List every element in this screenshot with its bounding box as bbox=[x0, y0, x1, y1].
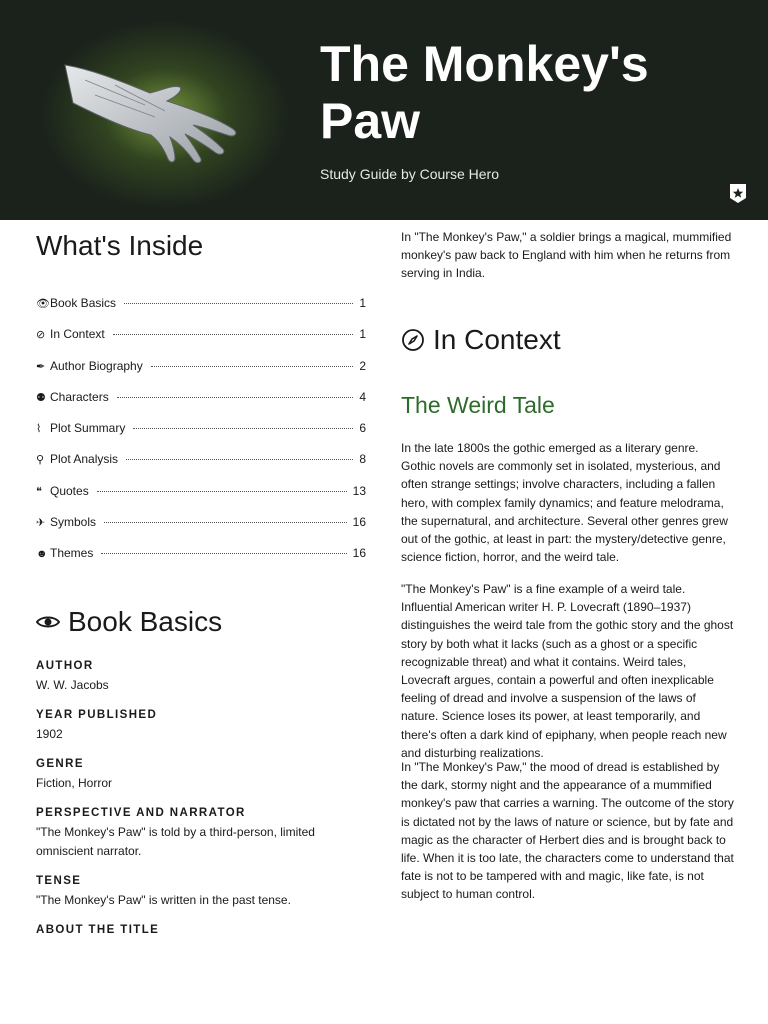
toc-item-label: Plot Summary bbox=[50, 421, 126, 436]
toc-page-number: 2 bbox=[359, 358, 366, 373]
toc-item-themes[interactable] bbox=[36, 546, 366, 577]
book-basics-heading bbox=[36, 606, 222, 638]
tense-label: TENSE bbox=[36, 875, 82, 887]
table-of-contents bbox=[36, 296, 366, 578]
intro-paragraph: In "The Monkey's Paw," a soldier brings a magical, mummified monkey's paw back to England with him when he returns from serving in India. bbox=[401, 230, 732, 281]
toc-page-number: 1 bbox=[359, 327, 366, 342]
author-value: W. W. Jacobs bbox=[36, 678, 109, 692]
toc-item-label: Book Basics bbox=[50, 296, 117, 310]
toc-page-number: 4 bbox=[359, 389, 366, 404]
tense-value: "The Monkey's Paw" is written in the past tense. bbox=[36, 893, 291, 907]
toc-page-number: 6 bbox=[359, 421, 366, 436]
weird-tale-heading: The Weird Tale bbox=[401, 392, 555, 418]
genre-label: GENRE bbox=[36, 758, 84, 770]
dove-icon: ✈ bbox=[36, 517, 46, 530]
cover-header bbox=[0, 0, 768, 220]
context-paragraph: "The Monkey's Paw" is a fine example of a weird tale. Influential American writer H. P. Lovecraft (1890–1937) distinguishes the weird tale from the gothic story and the ghost story by both what it lacks (such as a ghost or a specific recognizable threat) and what it contains. Weird tales, Lovecraft argues, contain a powerful and often inexplicable feeling of dread and involve a suspension of the laws of nature. Science loses its power, at least temporarily, and there's often a dark kind of epiphany, when people reach new and disturbing realizations. bbox=[401, 582, 734, 760]
toc-item-quotes[interactable] bbox=[36, 484, 366, 515]
chart-icon: ⌇ bbox=[36, 423, 42, 436]
author-label: AUTHOR bbox=[36, 660, 94, 672]
perspective-narrator-label: PERSPECTIVE AND NARRATOR bbox=[36, 807, 246, 819]
study-guide-subtitle: Study Guide by Course Hero bbox=[320, 166, 499, 182]
book-basics-list bbox=[36, 660, 366, 940]
toc-leader bbox=[151, 366, 354, 367]
toc-item-label: In Context bbox=[50, 327, 105, 342]
toc-leader bbox=[124, 303, 353, 304]
course-hero-logo-icon bbox=[727, 182, 749, 204]
toc-leader bbox=[133, 428, 353, 429]
toc-leader bbox=[104, 522, 347, 523]
toc-item-label: Symbols bbox=[50, 515, 97, 530]
toc-leader bbox=[101, 553, 346, 554]
masks-icon: ☻ bbox=[36, 548, 48, 561]
about-title-label: ABOUT THE TITLE bbox=[36, 924, 160, 936]
context-paragraph: In the late 1800s the gothic emerged as a literary genre. Gothic novels are commonly set in isolated, mysterious, and often strange settings; involve characters, including a fallen hero, with complex family dynamics; and feature melodrama, the supernatural, and architecture. Several other genres grew out of the gothic, at least in part: the mystery/detective genre, science fiction, horror, and the weird tale. bbox=[401, 441, 728, 565]
genre-value: Fiction, Horror bbox=[36, 776, 113, 790]
year-published-label: YEAR PUBLISHED bbox=[36, 709, 158, 721]
book-basics-title: Book Basics bbox=[68, 606, 223, 637]
compass-icon bbox=[401, 328, 425, 352]
toc-item-label: Author Biography bbox=[50, 358, 143, 373]
toc-page-number: 16 bbox=[352, 515, 366, 530]
eye-icon bbox=[36, 614, 60, 630]
toc-item-characters[interactable] bbox=[36, 390, 366, 421]
toc-leader bbox=[126, 459, 353, 460]
toc-item-in-context[interactable] bbox=[36, 327, 366, 358]
toc-item-book-basics[interactable] bbox=[36, 296, 366, 327]
toc-item-symbols[interactable] bbox=[36, 515, 366, 546]
toc-item-plot-summary[interactable] bbox=[36, 421, 366, 452]
pen-nib-icon: ✒ bbox=[36, 360, 46, 373]
toc-leader bbox=[97, 491, 347, 492]
book-title: The Monkey's Paw bbox=[320, 36, 649, 149]
eye-icon: 👁 bbox=[36, 298, 50, 310]
monkey-paw-illustration bbox=[55, 45, 255, 185]
toc-item-label: Characters bbox=[50, 389, 109, 404]
toc-item-label: Quotes bbox=[50, 483, 89, 498]
in-context-title: In Context bbox=[433, 324, 561, 355]
toc-title: What's Inside bbox=[36, 230, 204, 261]
toc-page-number: 1 bbox=[359, 296, 366, 310]
toc-leader bbox=[113, 334, 354, 335]
toc-item-author-biography[interactable] bbox=[36, 359, 366, 390]
perspective-narrator-value: "The Monkey's Paw" is told by a third-person, limited omniscient narrator. bbox=[36, 825, 315, 858]
toc-item-label: Plot Analysis bbox=[50, 452, 119, 467]
quote-icon: ❝ bbox=[36, 485, 42, 498]
toc-page-number: 16 bbox=[352, 546, 366, 561]
magnifier-icon: ⚲ bbox=[36, 454, 45, 467]
toc-leader bbox=[117, 397, 354, 398]
year-published-value: 1902 bbox=[36, 727, 63, 741]
in-context-heading bbox=[401, 324, 561, 356]
toc-page-number: 13 bbox=[352, 483, 366, 498]
people-icon: ⚉ bbox=[36, 391, 46, 404]
toc-page-number: 8 bbox=[359, 452, 366, 467]
context-paragraph: In "The Monkey's Paw," the mood of dread is established by the dark, stormy night and the appearance of a mummified monkey's paw that carries a warning. The outcome of the story is dictated not by the laws of nature or science, but by fate and magic as the character of Herbert dies and is brought back to life. When it is too late, the characters come to understand that fate is not to be tampered with and magic, like fate, is not subject to human control. bbox=[401, 760, 734, 902]
toc-item-label: Themes bbox=[50, 546, 94, 561]
compass-icon: ⊘ bbox=[36, 329, 46, 342]
toc-item-plot-analysis[interactable] bbox=[36, 452, 366, 483]
